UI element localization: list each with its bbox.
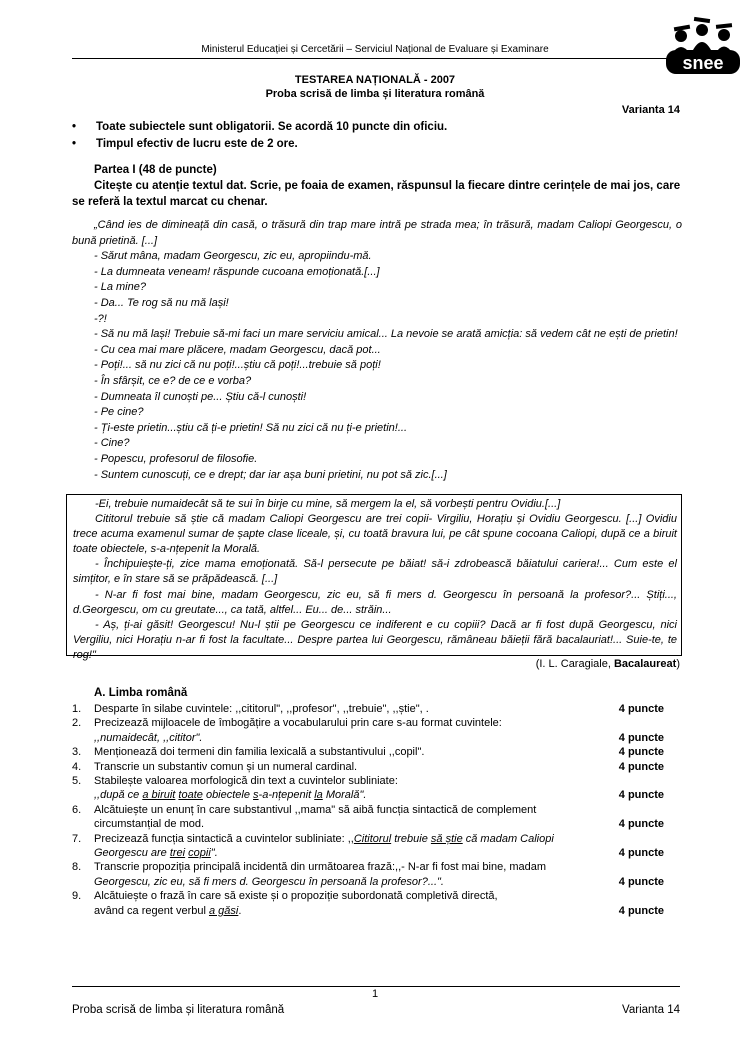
- boxed-text: [66, 494, 682, 661]
- boxed-paragraph: - Închipuiește-ți, zice mama emoționată. Să-l persecute pe băiat! să-i zdrobească băiatului cariera!... Cum este el simțitor, e în stare să se prăpădească. [...]: [73, 558, 677, 586]
- part-one: [72, 162, 682, 210]
- question-number: 8.: [72, 861, 82, 874]
- question-text-2: ,,numaidecât, ,,cititor".: [94, 731, 203, 744]
- text-line: „Când ies de dimineață din casă, o trăsură din trap mare intră pe strada mea; în trăsură, madam Caliopi Georgescu, o bună prietină. [...]: [72, 219, 682, 247]
- question-points: 4 puncte: [618, 703, 664, 715]
- question-text: Precizează mijloacele de îmbogățire a vocabularului prin care s-au format cuvintele:: [94, 717, 502, 730]
- text-line: -?!: [94, 312, 107, 325]
- boxed-paragraph: -Ei, trebuie numaidecât să te sui în birje cu mine, să mergem la el, să vorbești pentru Ovidiu.[...]: [95, 498, 561, 510]
- question-text-2: circumstanțial de mod.: [94, 818, 205, 831]
- text-line: - Dumneata îl cunoști pe... Știu că-l cunoști!: [94, 390, 307, 403]
- question-points: 4 puncte: [618, 789, 664, 802]
- question-item: [72, 832, 682, 861]
- text-line: - La dumneata veneam! răspunde cucoana emoționată.[...]: [94, 265, 380, 278]
- question-item: [72, 774, 682, 803]
- text-line: - Sărut mâna, madam Georgescu, zic eu, apropiindu-mă.: [94, 250, 372, 263]
- question-item: [72, 716, 682, 745]
- question-text: Stabilește valoarea morfologică din text a cuvintelor subliniate:: [94, 775, 398, 788]
- logo-text: snee: [682, 53, 724, 73]
- question-number: 9.: [72, 890, 82, 903]
- text-line: - Ți-este prietin...știu că ți-e prietin! Să nu zici că nu ți-e prietin!...: [94, 421, 408, 434]
- question-points: 4 puncte: [618, 818, 664, 831]
- text-line: - În sfârșit, ce e? de ce e vorba?: [94, 374, 252, 387]
- snee-logo: [664, 14, 742, 76]
- part-instruction: Citește cu atenție textul dat. Scrie, pe foaia de examen, răspunsul la fiecare dintre cerințele de mai jos, care se referă la textul marcat cu chenar.: [72, 180, 681, 208]
- header-divider: [72, 58, 680, 59]
- question-text: Precizează funcția sintactică a cuvintelor subliniate: ,,Cititorul trebuie să știe că madam Caliopi: [94, 832, 554, 845]
- boxed-paragraph: - N-ar fi fost mai bine, madam Georgescu, zic eu, să fi mers d. Georgescu în persoană la profesor?... Știți..., d.Georgescu, om cu greutate..., ca tată, altfel... Eu... de... străin...: [73, 588, 677, 616]
- question-text: Alcătuiește o frază în care să existe și o propoziție subordonată completivă directă,: [94, 890, 498, 903]
- text-line: - Poți!... să nu zici că nu poți!...știu că poți!...trebuie să poți!: [94, 359, 381, 372]
- footer-title: Proba scrisă de limba și literatura română: [72, 1004, 285, 1016]
- text-line: - Cine?: [94, 437, 130, 450]
- question-text-2: ,,după ce a biruit toate obiectele s-a-nțepenit la Morală".: [94, 789, 367, 802]
- question-item: [72, 702, 682, 716]
- footer-divider: [72, 986, 680, 987]
- variant-label: Varianta 14: [621, 104, 680, 116]
- text-source: [536, 658, 680, 670]
- text-line: - Pe cine?: [94, 406, 144, 419]
- question-item: [72, 860, 682, 889]
- rule-item: • Timpul efectiv de lucru este de 2 ore.: [72, 138, 682, 155]
- header-ministry: Ministerul Educației și Cercetării – Serviciul Național de Evaluare și Examinare: [201, 44, 549, 55]
- question-item: [72, 760, 682, 774]
- section-heading: A. Limba română: [94, 687, 188, 699]
- question-points: 4 puncte: [618, 847, 664, 860]
- source-author: (I. L. Caragiale,: [535, 658, 614, 670]
- question-text-2: Georgescu, zic eu, să fi mers d. Georgescu în persoană la profesor?...".: [94, 875, 444, 888]
- question-text: Transcrie propoziția principală incidentă din următoarea frază:,,- N-ar fi fost mai bine, madam: [94, 861, 547, 874]
- question-text: Menționează doi termeni din familia lexicală a substantivului ,,copil".: [94, 746, 425, 759]
- question-points: 4 puncte: [618, 746, 664, 759]
- question-points: 4 puncte: [618, 875, 664, 888]
- question-number: 5.: [72, 775, 82, 788]
- question-number: 1.: [72, 703, 82, 715]
- question-number: 7.: [72, 832, 82, 845]
- text-line: - Da... Te rog să nu mă lași!: [94, 296, 229, 309]
- part-heading: Partea I (48 de puncte): [94, 164, 217, 176]
- question-text: Transcrie un substantiv comun și un numeral cardinal.: [94, 760, 358, 773]
- text-line: - Suntem cunoscuți, ce e drept; dar iar așa buni prietini, nu pot să zic.[...]: [94, 468, 447, 481]
- text-line: - Cu cea mai mare plăcere, madam Georgescu, dacă pot...: [94, 343, 381, 356]
- question-number: 2.: [72, 717, 82, 730]
- boxed-paragraph: Cititorul trebuie să știe că madam Caliopi Georgescu are trei copii- Virgiliu, Horațiu și Ovidiu Georgescu. [...] Ovidiu trece acuma examenul sumar de șapte clase liceale, și, cu toată bravura lui, pe cât spune cocoana Caliopi, după ce a biruit toate obiectele, s-a-nțepenit la Morală.: [73, 513, 677, 556]
- question-text: Desparte în silabe cuvintele: ,,cititorul", ,,profesor", ,,trebuie", ,,știe", .: [94, 703, 429, 715]
- text-line: - La mine?: [94, 281, 146, 294]
- rule-item: • Toate subiectele sunt obligatorii. Se acordă 10 puncte din oficiu.: [72, 121, 682, 138]
- question-number: 3.: [72, 746, 82, 759]
- rules-list: [72, 121, 682, 155]
- question-item: [72, 803, 682, 832]
- question-text-2: Georgescu are trei copii".: [94, 847, 218, 860]
- literary-text: [72, 218, 682, 483]
- question-number: 6.: [72, 803, 82, 816]
- source-work: Bacalaureat: [613, 658, 677, 670]
- boxed-paragraph: - Aș, ți-ai găsit! Georgescu! Nu-l știi pe Georgescu ce indiferent e cu copiii? Dacă ar fi fost după Georgescu, nici Vergiliu, nici Horațiu n-ar fi fost la facultate... Despre partea lui Georgescu, rămâneau băieții fără bacalauriat!... Suie-te, te rog!": [73, 618, 677, 661]
- exam-subtitle: Proba scrisă de limba și literatura română: [265, 88, 485, 100]
- question-points: 4 puncte: [618, 904, 664, 917]
- question-item: [72, 889, 682, 918]
- footer-variant: Varianta 14: [622, 1004, 680, 1016]
- question-item: [72, 745, 682, 759]
- question-points: 4 puncte: [618, 731, 664, 744]
- text-line: - Popescu, profesorul de filosofie.: [94, 452, 258, 465]
- question-text: Alcătuiește un enunț în care substantivul ,,mama" să aibă funcția sintactică de complement: [94, 803, 537, 816]
- question-number: 4.: [72, 760, 82, 773]
- source-close: ): [676, 658, 680, 670]
- text-line: - Să nu mă lași! Trebuie să-mi faci un mare serviciu amical... La nevoie se arată amicția: să vedem cât ne ești de prietin!: [94, 328, 678, 341]
- question-text-2: având ca regent verbul a găsi.: [94, 904, 242, 917]
- question-points: 4 puncte: [618, 760, 664, 773]
- question-list: [72, 702, 682, 918]
- page-number: 1: [371, 988, 379, 1000]
- exam-title: TESTAREA NAȚIONALĂ - 2007: [294, 74, 456, 86]
